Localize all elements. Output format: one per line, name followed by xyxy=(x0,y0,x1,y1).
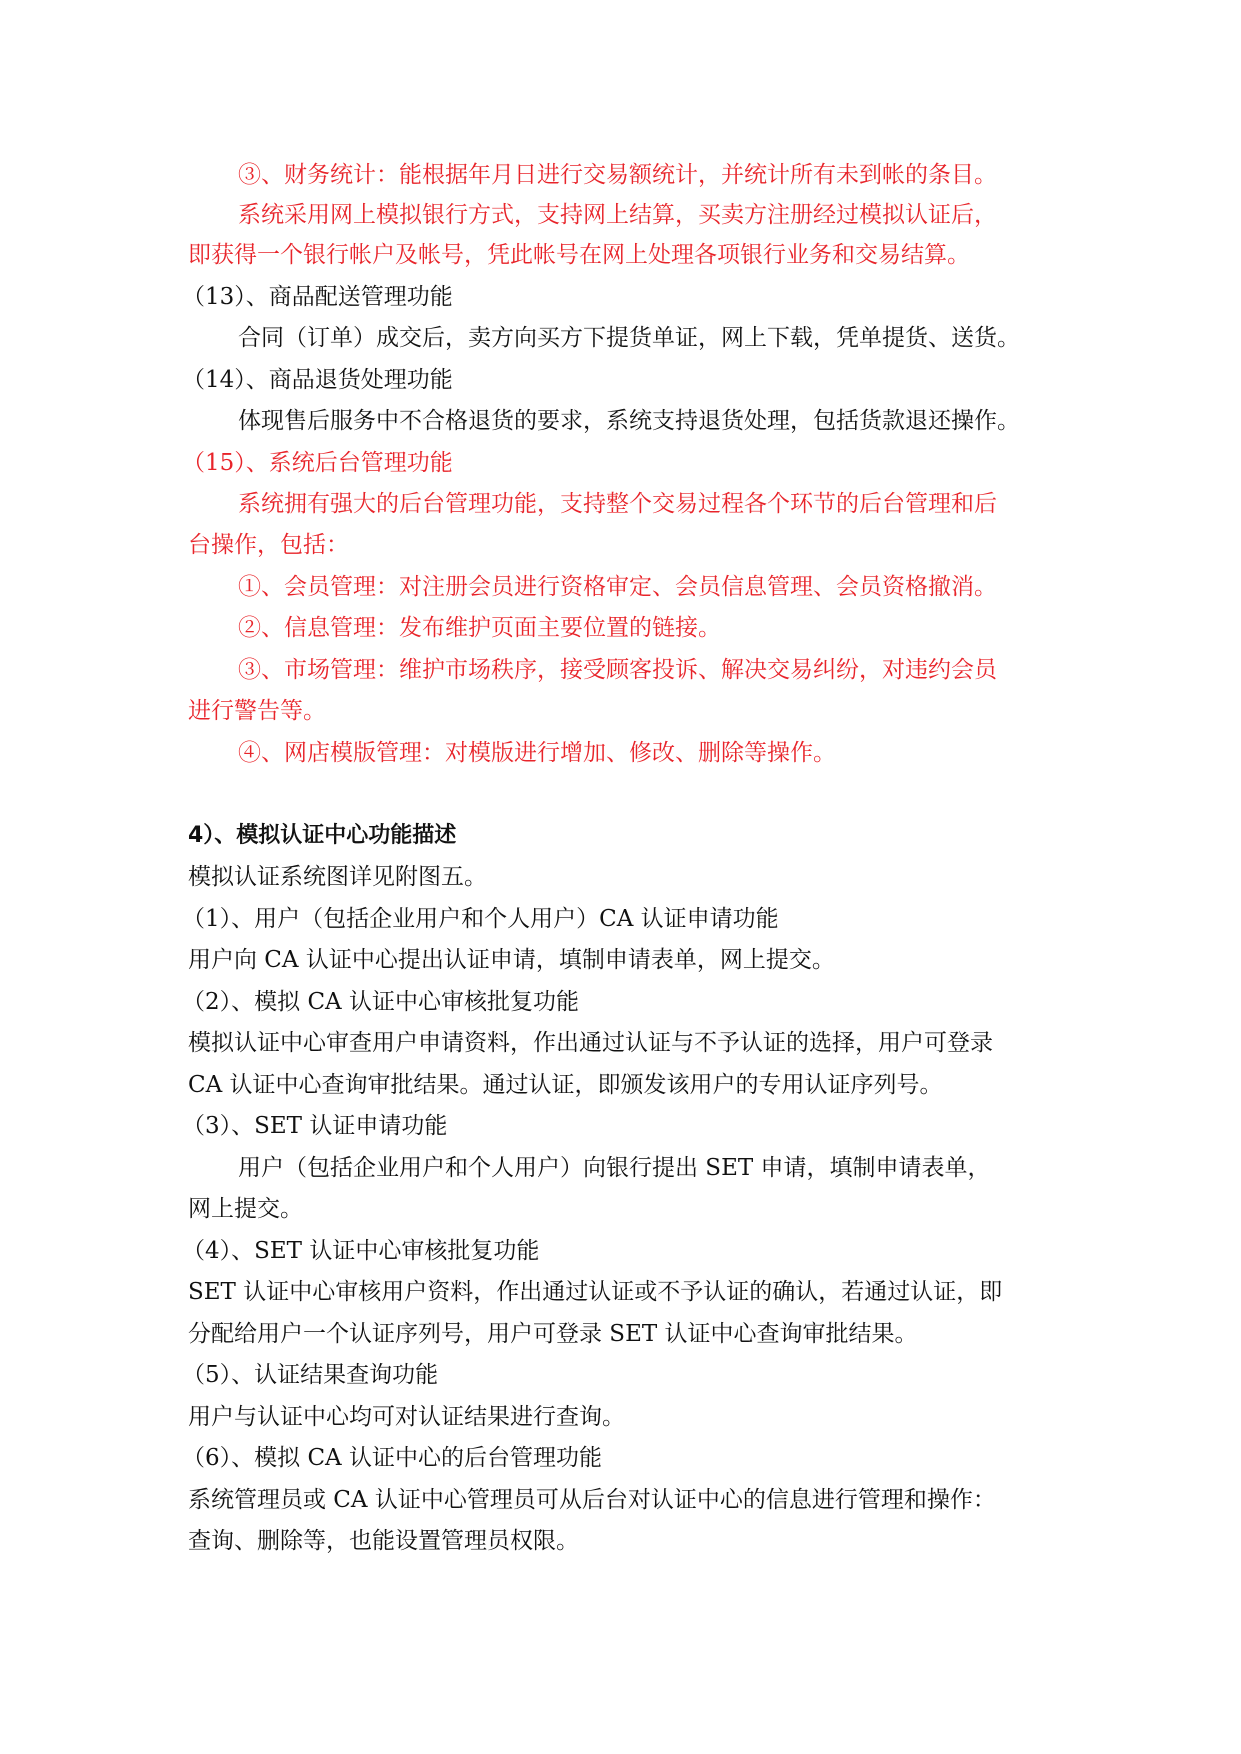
section-4-heading: 4）、模拟认证中心功能描述 xyxy=(188,823,457,848)
member-management-item: ①、会员管理：对注册会员进行资格审定、会员信息管理、会员资格撤消。 xyxy=(238,574,997,600)
ca-review-title: （2）、模拟 CA 认证中心审核批复功能 xyxy=(182,989,579,1015)
info-management-item: ②、信息管理：发布维护页面主要位置的链接。 xyxy=(238,615,721,641)
ca-review-body-line-1: 模拟认证中心审查用户申请资料，作出通过认证与不予认证的选择，用户可登录 xyxy=(188,1030,993,1056)
result-query-body: 用户与认证中心均可对认证结果进行查询。 xyxy=(188,1404,625,1430)
section-4-intro: 模拟认证系统图详见附图五。 xyxy=(188,864,487,890)
bank-paragraph-line-1: 系统采用网上模拟银行方式，支持网上结算，买卖方注册经过模拟认证后， xyxy=(238,202,997,228)
ca-apply-title: （1）、用户（包括企业用户和个人用户）CA 认证申请功能 xyxy=(182,906,779,932)
section-15-body-line-1: 系统拥有强大的后台管理功能，支持整个交易过程各个环节的后台管理和后 xyxy=(238,491,997,517)
ca-apply-body: 用户向 CA 认证中心提出认证申请，填制申请表单，网上提交。 xyxy=(188,947,835,973)
market-management-item-line-1: ③、市场管理：维护市场秩序，接受顾客投诉、解决交易纠纷，对违约会员 xyxy=(238,657,997,683)
section-15-title: （15）、系统后台管理功能 xyxy=(182,450,453,476)
template-management-item: ④、网店模版管理：对模版进行增加、修改、删除等操作。 xyxy=(238,740,836,766)
result-query-title: （5）、认证结果查询功能 xyxy=(182,1362,439,1388)
set-review-body-line-1: SET 认证中心审核用户资料，作出通过认证或不予认证的确认，若通过认证，即 xyxy=(188,1279,1003,1305)
ca-backend-title: （6）、模拟 CA 认证中心的后台管理功能 xyxy=(182,1445,602,1471)
set-apply-body-line-1: 用户（包括企业用户和个人用户）向银行提出 SET 申请，填制申请表单， xyxy=(238,1155,991,1181)
ca-review-body-line-2: CA 认证中心查询审批结果。通过认证，即颁发该用户的专用认证序列号。 xyxy=(188,1072,943,1098)
finance-stats-item: ③、财务统计：能根据年月日进行交易额统计，并统计所有未到帐的条目。 xyxy=(238,162,997,188)
section-14-body: 体现售后服务中不合格退货的要求，系统支持退货处理，包括货款退还操作。 xyxy=(238,408,1020,434)
set-apply-body-line-2: 网上提交。 xyxy=(188,1196,303,1222)
section-13-body: 合同（订单）成交后，卖方向买方下提货单证，网上下载，凭单提货、送货。 xyxy=(238,325,1020,351)
section-13-title: （13）、商品配送管理功能 xyxy=(182,284,453,310)
section-15-body-line-2: 台操作，包括： xyxy=(188,532,349,558)
set-review-title: （4）、SET 认证中心审核批复功能 xyxy=(182,1238,540,1264)
section-14-title: （14）、商品退货处理功能 xyxy=(182,367,453,393)
set-review-body-line-2: 分配给用户一个认证序列号，用户可登录 SET 认证中心查询审批结果。 xyxy=(188,1321,918,1347)
market-management-item-line-2: 进行警告等。 xyxy=(188,698,326,724)
bank-paragraph-line-2: 即获得一个银行帐户及帐号，凭此帐号在网上处理各项银行业务和交易结算。 xyxy=(188,242,970,268)
set-apply-title: （3）、SET 认证申请功能 xyxy=(182,1113,448,1139)
ca-backend-body-line-2: 查询、删除等，也能设置管理员权限。 xyxy=(188,1528,579,1554)
ca-backend-body-line-1: 系统管理员或 CA 认证中心管理员可从后台对认证中心的信息进行管理和操作： xyxy=(188,1487,996,1513)
